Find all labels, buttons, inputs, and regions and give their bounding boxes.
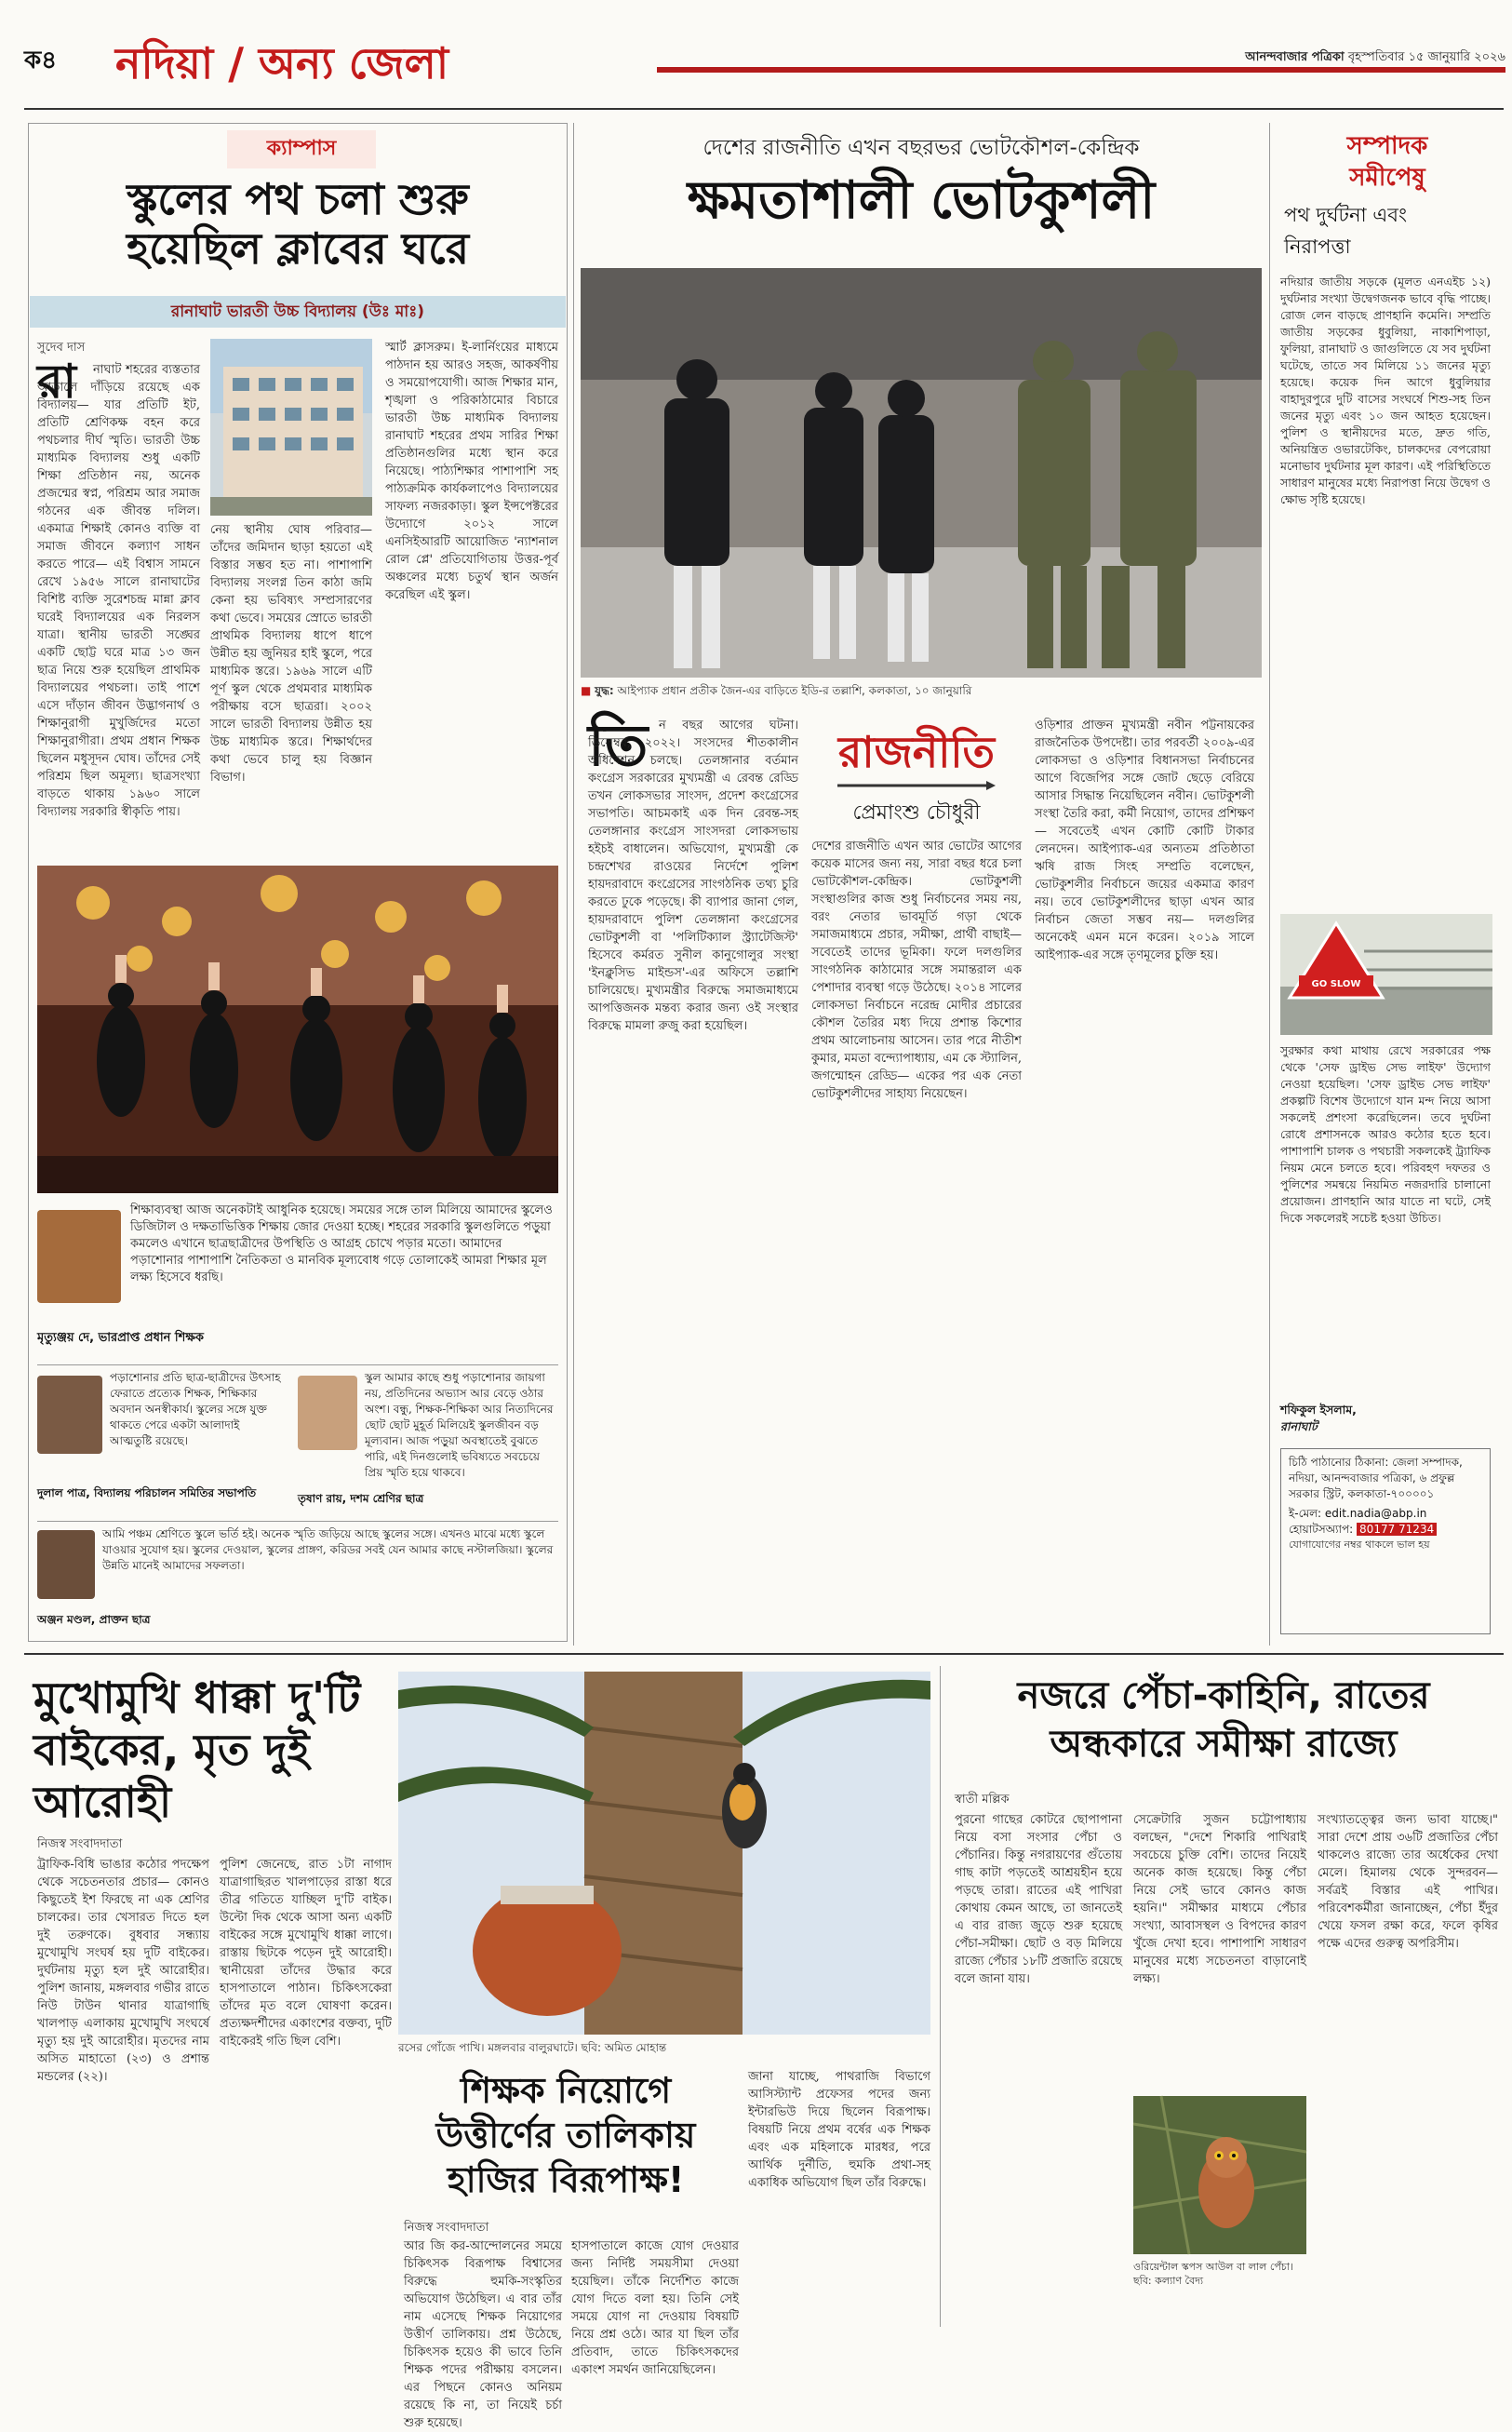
campus-school-band: রানাঘাট ভারতী উচ্চ বিদ্যালয় (উঃ মাঃ)	[30, 296, 566, 328]
dancers-illustration	[37, 866, 558, 1193]
email-address[interactable]: edit.nadia@abp.in	[1324, 1507, 1427, 1520]
accident-headline: মুখোমুখি ধাক্কা দু'টি বাইকের, মৃত দুই আরোহী	[33, 1673, 361, 1827]
whatsapp-number: 80177 71234	[1357, 1523, 1437, 1536]
quote-3-name: তৃষাণ রায়, দশম শ্রেণির ছাত্র	[298, 1492, 424, 1505]
politics-caption-text: আইপ্যাক প্রধান প্রতীক জৈন-এর বাড়িতে ইডি-র তল্লাশি, কলকাতা, ১০ জানুয়ারি	[617, 684, 972, 697]
go-slow-photo	[1280, 914, 1492, 1035]
campus-col3: স্মার্ট ক্লাসরুম। ই-লার্নিংয়ের মাধ্যমে পাঠদান হয় আরও সহজ, আকর্ষণীয় ও সময়োপযোগী। আজ শিক্ষার মান, শৃঙ্খলা ও পরিকাঠামোর বিচারে ভারতী উচ্চ মাধ্যমিক বিদ্যালয় রানাঘাট শহরের প্রথম সারির শিক্ষা প্রতিষ্ঠানগুলির মধ্যে স্থান করে নিয়েছে। পাঠ্যশিক্ষার পাশাপাশি সহ পাঠ্যক্রমিক কার্যকলাপেও বিদ্যালয়ের সাফল্য নজরকাড়া। স্কুল ইন্সপেক্টরের উদ্যোগে ২০১২ সালে এনসিইআরটি আয়োজিত 'ন্যাশনাল রোল প্লে' প্রতিযোগিতায় উত্তর-পূর্ব অঞ্চলের মধ্যে চতুর্থ স্থান অর্জন করেছিল এই স্কুল।	[385, 341, 558, 602]
page-number: ক৪	[24, 47, 58, 74]
owl-col3: সংখ্যাতত্ত্বের জন্য ভাবা যাচ্ছে।" সারা দেশে প্রায় ৩৬টি প্রজাতির পেঁচা থাকলেও রাজ্যে তার অর্ধেকের দেখা মেলে। হিমালয় থেকে সুন্দরবন— সর্বত্রই বিস্তার এই পাখির। পরিবেশকর্মীরা জানাচ্ছেন, পেঁচা ইঁদুর খেয়ে ফসল রক্ষা করে, ফলে কৃষির পক্ষে এদের গুরুত্ব অপরিসীম।	[1318, 1813, 1498, 1951]
teacher-col2: হাসপাতালে কাজে যোগ দেওয়ার জন্য নির্দিষ্ট সময়সীমা দেওয়া হয়েছিল। তাঁকে নির্দেশিত কাজে যোগ দিতে বলা হয়। তিনি সেই সময়ে যোগ না দেওয়ায় বিষয়টি নিয়ে প্রশ্ন ওঠে। আর যা ছিল তাঁর প্রতিবাদ, তাতে চিকিৎসকদের একাংশ সমর্থন জানিয়েছিলেন।	[571, 2239, 739, 2377]
campus-col2: নেয় স্থানীয় ঘোষ পরিবার— তাঁদের জমিদান ছাড়া হয়তো এই বিস্তার সম্ভব হত না। পাশাপাশি বিদ্যালয় সংলগ্ন তিন কাঠা জমি কেনা হয় ভবিষ্যৎ সম্প্রসারণের কথা ভেবে। সময়ের স্রোতে ভারতী প্রাথমিক বিদ্যালয় ধাপে ধাপে উন্নীত হয় জুনিয়র হাই স্কুলে, পরে মাধ্যমিক স্তরে। ১৯৬৯ সালে এটি পূর্ণ স্কুল থেকে প্রথমবার মাধ্যমিক পরীক্ষায় বসে ছাত্ররা। ২০০২ সালে ভারতী বিদ্যালয় উন্নীত হয় উচ্চ মাধ্যমিক স্তরে। শিক্ষার্থদের কথা ভেবে চালু হয় বিজ্ঞান বিভাগ।	[210, 523, 372, 785]
campus-col1: নাঘাট শহরের ব্যস্ততার আড়ালে দাঁড়িয়ে রয়েছে এক বিদ্যালয়— যার প্রতিটি ইট, প্রতিটি শ্রেণিকক্ষ বহন করে পথচলার দীর্ঘ স্মৃতি। ভারতী উচ্চ মাধ্যমিক বিদ্যালয় শুধু একটি শিক্ষা প্রতিষ্ঠান নয়, অনেক প্রজন্মের স্বপ্ন, পরিশ্রম আর সমাজ গঠনের এক জীবন্ত দলিল। একমাত্র শিক্ষাই কোনও ব্যক্তি বা সমাজ জীবনে কল্যাণ সাধন করতে পারে— এই বিশ্বাস সামনে রেখে ১৯৫৬ সালে রানাঘাটের বিশিষ্ট ব্যক্তি সুরেশচন্দ্র মান্না ক্লাব ঘরেই বিদ্যালয়ের এক নিরলস যাত্রা। স্থানীয় ভারতী সঙ্ঘের একটি ছোট্ট ঘরে মাত্র ১৩ জন ছাত্র নিয়ে শুরু হয়েছিল প্রাথমিক বিদ্যালয়ের পথচলা। তাই পাশে এসে দাঁড়ান জীবন উদ্ভাগনার্থ ও শিক্ষানুরাগী মুখুর্জিদের মতো শিক্ষানুরাগীরা। প্রথম প্রধান শিক্ষক ছিলেন মধুসূদন ঘোষ। তাঁদের সেই পরিশ্রম ছিল অমূল্য। ছাত্রসংখ্যা বাড়তে থাকায় ১৯৬০ সালে বিদ্যালয় সরকারি স্বীকৃতি পায়।	[37, 363, 200, 819]
masthead-rule	[657, 67, 1505, 73]
col-rule-c	[940, 1666, 941, 2327]
letters-address-box	[1280, 1448, 1491, 1634]
politics-headline: ক্ষমতাশালী ভোটকুশলী	[687, 170, 1156, 231]
quote-3-text: স্কুল আমার কাছে শুধু পড়াশোনার জায়গা নয়, প্রতিদিনের অভ্যাস আর বেড়ে ওঠার অংশ। বন্ধু, শিক্ষক-শিক্ষিকা আর নিত্যদিনের ছোট ছোট মুহূর্ত মিলিয়েই স্কুলজীবন বড় মূল্যবান। আজ পড়ুয়া অবস্থাতেই বুঝতে পারি, এই দিনগুলোই ভবিষ্যতে সবচেয়ে প্রিয় স্মৃতি হয়ে থাকবে।	[365, 1371, 554, 1479]
politics-col3: ওড়িশার প্রাক্তন মুখ্যমন্ত্রী নবীন পট্টনায়কের রাজনৈতিক উপদেষ্টা। তার পরবর্তী ২০০৯-এর লোকসভা ও ওড়িশার বিধানসভা নির্বাচনের আগে বিজেপির সঙ্গে জোট ছেড়ে বেরিয়ে আসার সিদ্ধান্ত নিয়েছিলেন নবীন। ভোটকুশলী সংস্থা তৈরি করা, কর্মী নিয়োগ, তাদের প্রশিক্ষণ— সবেতেই এখন কোটি কোটি টাকার লেনদেন। আইপ্যাক-এর অন্যতম প্রতিষ্ঠাতা ঋষি রাজ সিংহ সম্প্রতি বলেছেন, ভোটকুশলীর নির্বাচনে জয়ের একমাত্র কারণ নয়। তবে ভোটকুশলীদের ছাড়া এখন আর নির্বাচন জেতা সম্ভব নয়— দলগুলির অনেকেই এমন মনে করেন। ২০১৯ সালে আইপ্যাক-এর সঙ্গে তৃণমূলের চুক্তি হয়।	[1035, 719, 1254, 962]
letters-heading: পথ দুর্ঘটনা এবং নিরাপত্তা	[1284, 204, 1407, 258]
quote-4	[37, 1526, 558, 1636]
paper-name: আনন্দবাজার পত্রিকা	[1245, 50, 1345, 64]
teacher-col1: আর জি কর-আন্দোলনের সময়ে চিকিৎসক বিরূপাক্ষ বিশ্বাসের বিরুদ্ধে হুমকি-সংস্কৃতির অভিযোগ উঠেছিল। এ বার তাঁর নাম এসেছে শিক্ষক নিয়োগের উত্তীর্ণ তালিকায়। প্রশ্ন উঠেছে, চিকিৎসক হয়েও কী ভাবে তিনি শিক্ষক পদের পরীক্ষায় বসলেন। এর পিছনে কোনও অনিয়ম রয়েছে কি না, তা নিয়েই চর্চা শুরু হয়েছে।	[404, 2239, 562, 2430]
quote-4-text: আমি পঞ্চম শ্রেণিতে স্কুলে ভর্তি হই। অনেক স্মৃতি জড়িয়ে আছে স্কুলের সঙ্গে। এখনও মাঝে মধ্যে স্কুলে যাওয়ার সুযোগ হয়। স্কুলের দেওয়াল, স্কুলের প্রাঙ্গণ, করিডর সবই যেন আমার কাছে নস্টালজিয়া। স্কুলের উন্নতি মানেই আমাদের সফলতা।	[102, 1527, 554, 1572]
quote-2-name: দুলাল পাত্র, বিদ্যালয় পরিচালন সমিতির সভাপতি	[37, 1486, 257, 1499]
campus-event-photo	[37, 866, 558, 1193]
quote-1	[37, 1203, 558, 1361]
politics-caption-lead: যুদ্ধ:	[595, 684, 614, 697]
teacher-col3: জানা যাচ্ছে, পাথরাজি বিভাগে আসিস্ট্যান্ট প্রফেসর পদের জন্য ইন্টারভিউ দিয়ে ছিলেন বিরূপাক্ষ। বিষয়টি নিয়ে প্রথম বর্ষের এক শিক্ষক এবং এক মহিলাকে মারধর, পরে আর্থিক দুর্নীতি, হুমকি প্রথা-সহ একাধিক অভিযোগ ছিল তাঁর বিরুদ্ধে।	[748, 2070, 930, 2190]
bird-on-palm-illustration	[398, 1672, 930, 2035]
campus-headline: স্কুলের পথ চলা শুরু হয়েছিল ক্লাবের ঘরে	[126, 174, 470, 274]
letters-body-2: সুরক্ষার কথা মাথায় রেখে সরকারের পক্ষ থেকে 'সেফ ড্রাইভ সেভ লাইফ' উদ্যোগ নেওয়া হয়েছিল। 'সেফ ড্রাইভ সেভ লাইফ' প্রকল্পটি বিশেষ উদ্যোগে যান মন্দ নিয়ে আসা সকলেই প্রশংসা করেছিলেন। তবে দুর্ঘটনা রোধে প্রশাসনকে আরও কঠোর হতে হবে। পাশাপাশি চালক ও পথচারী সকলকেই ট্র্যাফিক নিয়ম মেনে চলতে হবে। পরিবহণ দফতর ও পুলিশের সমন্বয়ে নিয়মিত নজরদারি চালানো প্রয়োজন। প্রাণহানি আর যাতে না ঘটে, সেই দিকে সকলেরই সচেষ্ট হওয়া উচিত।	[1280, 1043, 1491, 1225]
go-slow-sign-text: GO SLOW	[1311, 979, 1361, 989]
quote-1-avatar	[37, 1210, 121, 1303]
bird-photo	[398, 1672, 930, 2035]
letters-place: রানাঘাট	[1280, 1419, 1318, 1433]
owl-byline: স্বাতী মল্লিক	[955, 1793, 1010, 1807]
letters-body: নদিয়ার জাতীয় সড়কে (মূলত এনএইচ ১২) দুর্ঘটনার সংখ্যা উদ্বেগজনক ভাবে বৃদ্ধি পাচ্ছে। রোজ লেন বাড়ছে প্রাণহানি কমেনি। সম্প্রতি জাতীয় সড়কের ধুবুলিয়া, নাকাশিপাড়া, ফুলিয়া, রানাঘাট ও জাগুলিতে যে সব দুর্ঘটনা ঘটেছে, তাতে সব মিলিয়ে ১১ জনের মৃত্যু হয়েছে। কয়েক দিন আগে ধুবুলিয়ার বাহাদুরপুরে দুটি বাসের সংঘর্ষে শিশু-সহ তিন জনের মৃত্যু এবং ১০ জন আহত হয়েছেন। পুলিশ ও স্থানীয়দের মতে, দ্রুত গতি, অনিয়ন্ত্রিত ওভারটেকিং, চালকদের বেপরোয়া মনোভাব দুর্ঘটনার মূল কারণ। এই পরিস্থিতিতে সাধারণ মানুষের মধ্যে নিরাপত্তা নিয়ে উদ্বেগ ও ক্ষোভ সৃষ্টি হয়েছে।	[1280, 275, 1491, 506]
bird-photo-caption: রসের গোঁজে পাখি। মঙ্গলবার বালুরঘাটে। ছবি: অমিত মোহান্ত	[398, 2041, 667, 2054]
letters-title-2: সমীপেষু	[1349, 164, 1425, 192]
politics-photo-caption	[581, 683, 1262, 698]
quote-2	[37, 1370, 288, 1519]
campus-tag: ক্যাম্পাস	[227, 130, 376, 168]
quote-4-avatar	[37, 1530, 95, 1599]
top-divider	[24, 108, 1504, 110]
owl-col2: সেক্রেটারি সুজন চট্টোপাধ্যায় বলছেন, "দেশে শিকারি পাখিরাই সবচেয়ে চুক্তি বেশি। তাদের নিয়েই অনেক কাজ হয়েছে। কিন্তু পেঁচা নিয়ে সেই ভাবে কোনও কাজ হয়নি।" সমীক্ষার মাধ্যমে পেঁচার সংখ্যা, আবাসস্থল ও বিপদের কারণ খুঁজে দেখা হবে। পাশাপাশি সাধারণ মানুষের মধ্যে সচেতনতা বাড়ানোই লক্ষ্য।	[1133, 1813, 1306, 1986]
politics-kicker: দেশের রাজনীতি এখন বছরভর ভোটকৌশল-কেন্দ্রিক	[702, 136, 1140, 160]
pen-icon	[837, 778, 996, 791]
mid-divider	[24, 1653, 1504, 1655]
accident-col1: ট্রাফিক-বিধি ভাঙার কঠোর পদক্ষেপ থেকে সচেতনতার প্রচার— কোনও কিছুতেই ইশ ফিরছে না এক শ্রেণির চালকের। তার খেসারত দিতে হল দুই তরুণকে। বুধবার সন্ধ্যায় মুখোমুখি সংঘর্ষ হয় দুটি বাইকের। দুর্ঘটনায় মৃত্যু হল দুই আরোহীর। পুলিশ জানায়, মঙ্গলবার গভীর রাতে নিউ টাউন থানার যাত্রাগাছি খালপাড় এলাকায় মুখোমুখি সংঘর্ষে মৃত্যু হয় দুই আরোহীর। মৃতদের নাম অসিত মাহাতো (২৩) ও প্রশান্ত মন্ডলের (২২)।	[37, 1858, 209, 2084]
letters-signoff	[1280, 1402, 1491, 1435]
section-title: নদিয়া / অন্য জেলা	[115, 38, 449, 88]
whatsapp-label: হোয়াটসঅ্যাপ:	[1289, 1523, 1354, 1536]
teacher-headline: শিক্ষক নিয়োগে উত্তীর্ণের তালিকায় হাজির বিরূপাক্ষ!	[435, 2070, 696, 2200]
owl-photo	[1133, 2096, 1306, 2254]
column-title: রাজনীতি	[837, 727, 996, 777]
owl-photo-caption: ওরিয়েন্টাল স্কপস আউল বা লাল পেঁচা। ছবি: কল্যাণ বৈদ্য	[1133, 2261, 1293, 2287]
quote-3-avatar	[298, 1376, 357, 1450]
letters-title-1: সম্পাদক	[1346, 132, 1428, 160]
school-building-illustration	[210, 339, 372, 516]
raid-illustration	[581, 268, 1262, 678]
school-building-photo	[210, 339, 372, 516]
politics-col1: ন বছর আগের ঘটনা। ডিসেম্বর, ২০২২। সংসদের শীতকালীন অধিবেশন চলছে। তেলঙ্গানার বর্তমান কংগ্রেস সরকারের মুখ্যমন্ত্রী এ রেবন্ত রেড্ডি তখন লোকসভার সাংসদ, প্রদেশ কংগ্রেসের সভাপতি। আচমকাই এক দিন রেবন্ত-সহ তেলঙ্গানার কংগ্রেস সাংসদরা লোকসভায় হইচই বাধালেন। অভিযোগ, মুখ্যমন্ত্রী কে চন্দ্রশেখর রাওয়ের নির্দেশে পুলিশ হায়দরাবাদে কংগ্রেসের সাংগঠনিক তথ্য চুরি করতে ঢুকে পড়েছে। কী ব্যাপার জানা গেল, হায়দরাবাদে পুলিশ তেলঙ্গানা কংগ্রেসের ভোটকুশলী বা 'পলিটিক্যাল স্ট্র্যাটেজিস্ট' হিসেবে কর্মরত সুনীল কানুগোলুর সংস্থা 'ইনক্লুসিভ মাইন্ডস'-এর অফিসে তল্লাশি চালিয়েছে। মুখ্যমন্ত্রীর বিরুদ্ধে সমাজমাধ্যমে আপত্তিজনক মন্তব্য করার জন্য ওই সংস্থার বিরুদ্ধে মামলা রুজু করা হয়েছিল।	[588, 719, 798, 1033]
quote-4-name: অঞ্জন মণ্ডল, প্রাক্তন ছাত্র	[37, 1613, 151, 1626]
accident-byline: নিজস্ব সংবাদদাতা	[37, 1837, 123, 1851]
letters-address: চিঠি পাঠানোর ঠিকানা: জেলা সম্পাদক, নদিয়া, আনন্দবাজার পত্রিকা, ৬ প্রফুল্ল সরকার স্ট্রিট, কলকাতা-৭০০০০১	[1289, 1456, 1463, 1500]
go-slow-barricade	[1280, 914, 1492, 1035]
politics-photo	[581, 268, 1262, 678]
owl-illustration	[1133, 2096, 1306, 2254]
col-rule-b	[1269, 123, 1270, 1646]
quote-divider-2	[37, 1521, 558, 1522]
quote-1-text: শিক্ষাব্যবস্থা আজ অনেকটাই আধুনিক হয়েছে। সময়ের সঙ্গে তাল মিলিয়ে আমাদের স্কুলেও ডিজিটাল ও দক্ষতাভিত্তিক শিক্ষায় জোর দেওয়া হচ্ছে। শহরের সরকারি স্কুলগুলিতে পড়ুয়া কমলেও এখানে ছাত্রছাত্রীদের উপস্থিতি ও আগ্রহ চোখে পড়ার মতো। আমাদের পড়াশোনার পাশাপাশি নৈতিকতা ও মানবিক মূল্যবোধ গড়ে তোলাকেই আমরা শিক্ষার মূল লক্ষ্য হিসেবে ধরছি।	[130, 1203, 553, 1284]
col-rule-a	[573, 123, 574, 1646]
quote-1-name: মৃত্যুঞ্জয় দে, ভারপ্রাপ্ত প্রধান শিক্ষক	[37, 1331, 204, 1345]
accident-col2: পুলিশ জেনেছে, রাত ১টা নাগাদ যাত্রাগাছিরত খালপাড়ের রাস্তা ধরে তীব্র গতিতে যাচ্ছিল দু'টি বাইক। উল্টো দিক থেকে আসা অন্য একটি বাইকের সঙ্গে মুখোমুখি ধাক্কা লাগে। রাস্তায় ছিটকে পড়েন দুই আরোহী। স্থানীয়েরা তাঁদের উদ্ধার করে হাসপাতালে পাঠান। চিকিৎসকেরা তাঁদের মৃত বলে ঘোষণা করেন। প্রত্যক্ষদর্শীদের একাংশের বক্তব্য, দুটি বাইকেরই গতি ছিল বেশি।	[220, 1858, 392, 2049]
caption-marker: ■	[581, 684, 592, 697]
email-label: ই-মেল:	[1289, 1507, 1322, 1520]
quote-3	[298, 1370, 558, 1519]
teacher-byline: নিজস্ব সংবাদদাতা	[404, 2221, 489, 2235]
campus-dropcap: রা	[37, 355, 77, 409]
masthead	[24, 32, 1504, 104]
contact-note: যোগাযোগের নম্বর থাকলে ভাল হয়	[1289, 1538, 1430, 1551]
owl-headline: নজরে পেঁচা-কাহিনি, রাতের অন্ধকারে সমীক্ষা রাজ্যে	[1017, 1674, 1430, 1766]
quote-2-avatar	[37, 1376, 102, 1454]
date-line	[1029, 48, 1505, 68]
letters-signature: শফিকুল ইসলাম,	[1280, 1403, 1357, 1417]
quote-2-text: পড়াশোনার প্রতি ছাত্র-ছাত্রীদের উৎসাহ ফেরাতে প্রত্যেক শিক্ষক, শিক্ষিকার অবদান অনস্বীকার্য। স্কুলের সঙ্গে যুক্ত থাকতে পেরে একটা আলাদাই আত্মতুষ্টি রয়েছে।	[110, 1371, 281, 1447]
owl-col1: পুরনো গাছের কোটরে ছোপাপানা নিয়ে বসা সংসার পেঁচা ও পেঁচানির। কিন্তু নগরায়ণের গুঁতোয় গাছ কাটা পড়তেই আশ্রয়হীন হয়ে পড়ছে তারা। রাতের এই পাখিরা কোথায় কেমন আছে, তা জানতেই এ বার রাজ্য জুড়ে শুরু হয়েছে পেঁচা-সমীক্ষা। ছোট ও বড় মিলিয়ে রাজ্যে পেঁচার ১৮টি প্রজাতি রয়েছে বলে জানা যায়।	[955, 1813, 1122, 1986]
politics-col2: দেশের রাজনীতি এখন আর ভোটের আগের কয়েক মাসের জন্য নয়, সারা বছর ধরে চলা ভোটকৌশল-কেন্দ্রিক। ভোটকুশলী সংস্থাগুলির কাজ শুধু নির্বাচনের সময় নয়, বরং নেতার ভাবমূর্তি গড়া থেকে সমাজমাধ্যমে প্রচার, সমীক্ষা, প্রার্থী বাছাই— সবেতেই তাদের ভূমিকা। ফলে দলগুলির সাংগঠনিক কাঠামোর সঙ্গে সমান্তরাল এক পেশাদার ব্যবস্থা গড়ে উঠেছে। ২০১৪ সালের লোকসভা নির্বাচনে নরেন্দ্র মোদীর প্রচারের কৌশল তৈরির মধ্য দিয়ে প্রশান্ত কিশোর প্রথম আলোচনায় আসেন। তার পরে নীতীশ কুমার, মমতা বন্দ্যোপাধ্যায়, এম কে স্ট্যালিন, জগন্মোহন রেড্ডি— একের পর এক নেতা ভোটকুশলীদের সাহায্য নিয়েছেন।	[811, 840, 1022, 1101]
politics-dropcap: তি	[588, 711, 649, 779]
issue-date: বৃহস্পতিবার ১৫ জানুয়ারি ২০২৬	[1347, 50, 1505, 64]
campus-byline: সুদেব দাস	[37, 341, 86, 355]
quote-divider-1	[37, 1364, 558, 1365]
column-author: প্রেমাংশু চৌধুরী	[852, 801, 981, 825]
